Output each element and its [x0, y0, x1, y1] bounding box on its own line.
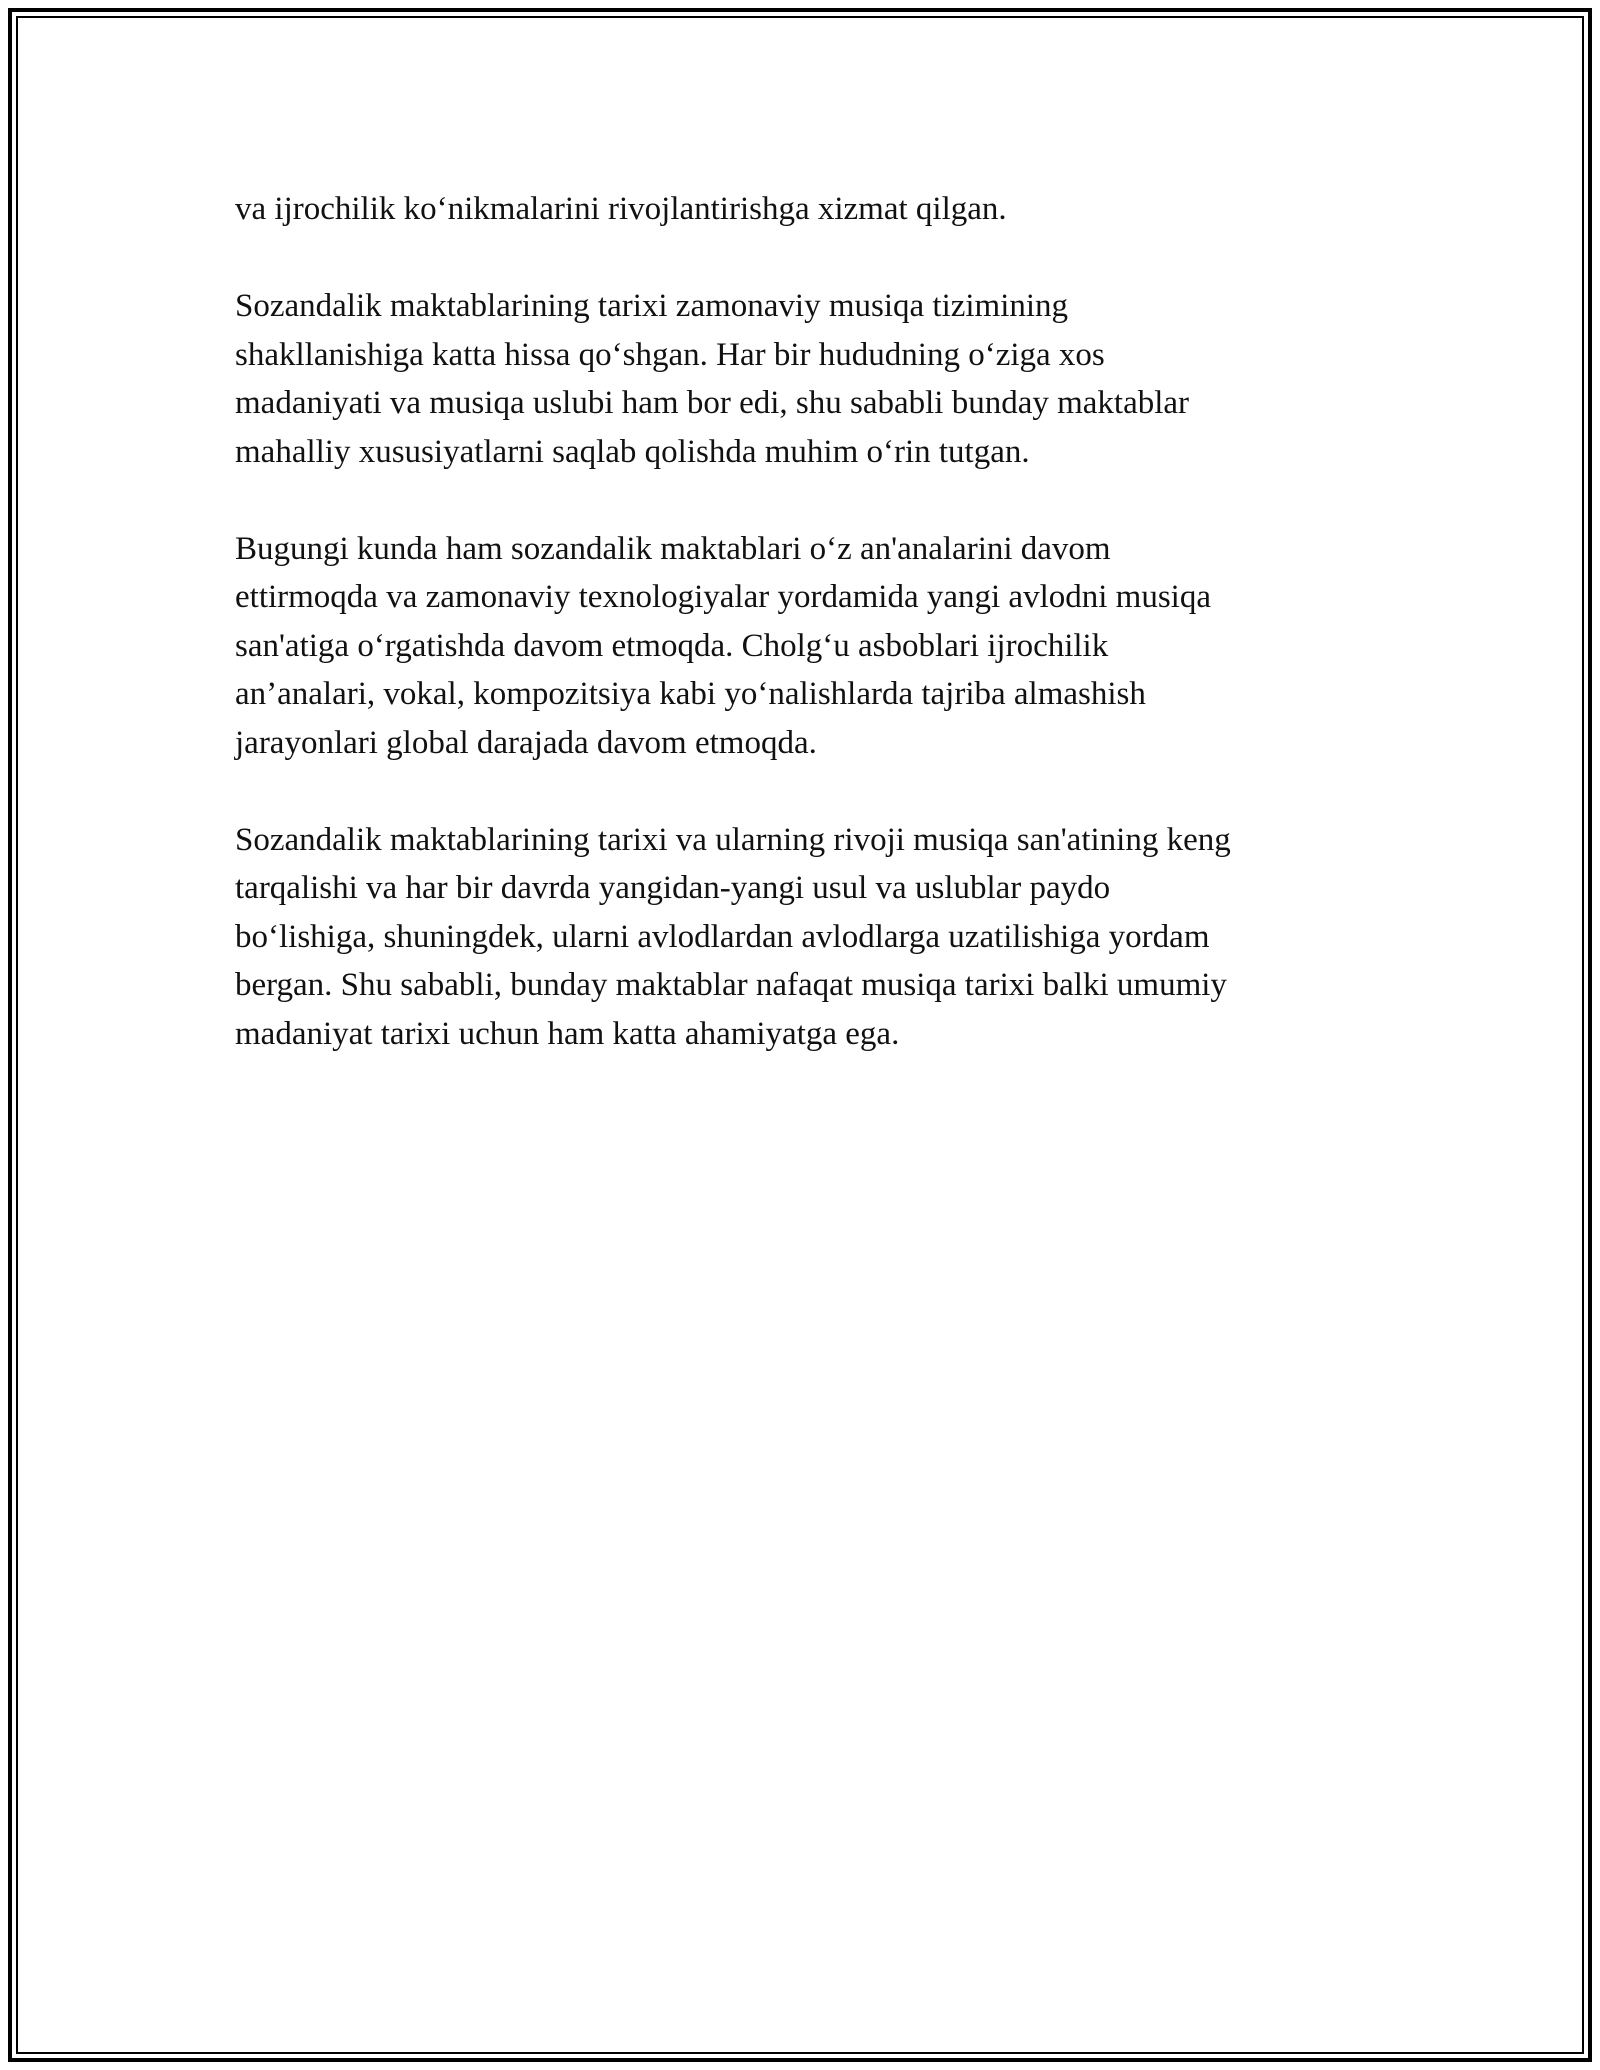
- text-line: an’analari, vokal, kompozitsiya kabi yo‘nalishlarda tajriba almashish: [235, 676, 1146, 712]
- text-line: Sozandalik maktablarining tarixi va ularning rivoji musiqa san'atining keng: [235, 821, 1231, 858]
- text-line: va ijrochilik ko‘nikmalarini rivojlantirishga xizmat qilgan.: [235, 191, 1007, 227]
- text-line: bergan. Shu sababli, bunday maktablar nafaqat musiqa tarixi balki umumiy: [235, 967, 1227, 1003]
- text-line: Bugungi kunda ham sozandalik maktablari o‘z an'analarini davom: [235, 530, 1111, 567]
- paragraph-4: [235, 816, 1395, 1059]
- paragraph-1: [235, 185, 1395, 234]
- document-body: [235, 185, 1395, 1107]
- text-line: san'atiga o‘rgatishda davom etmoqda. Cholg‘u asboblari ijrochilik: [235, 627, 1109, 664]
- text-line: bo‘lishiga, shuningdek, ularni avlodlardan avlodlarga uzatilishiga yordam: [235, 918, 1210, 955]
- text-line: madaniyati va musiqa uslubi ham bor edi, shu sababli bunday maktablar: [235, 385, 1190, 421]
- text-line: madaniyat tarixi uchun ham katta ahamiyatga ega.: [235, 1015, 900, 1052]
- text-line: tarqalishi va har bir davrda yangidan-yangi usul va uslublar paydo: [235, 870, 1111, 906]
- text-line: shakllanishiga katta hissa qo‘shgan. Har bir hududning o‘ziga xos: [235, 336, 1105, 373]
- text-line: mahalliy xususiyatlarni saqlab qolishda muhim o‘rin tutgan.: [235, 433, 1030, 470]
- paragraph-2: [235, 282, 1395, 476]
- text-line: ettirmoqda va zamonaviy texnologiyalar yordamida yangi avlodni musiqa: [235, 579, 1211, 615]
- text-line: Sozandalik maktablarining tarixi zamonaviy musiqa tizimining: [235, 288, 1069, 324]
- paragraph-3: [235, 525, 1395, 768]
- text-line: jarayonlari global darajada davom etmoqda.: [235, 724, 817, 761]
